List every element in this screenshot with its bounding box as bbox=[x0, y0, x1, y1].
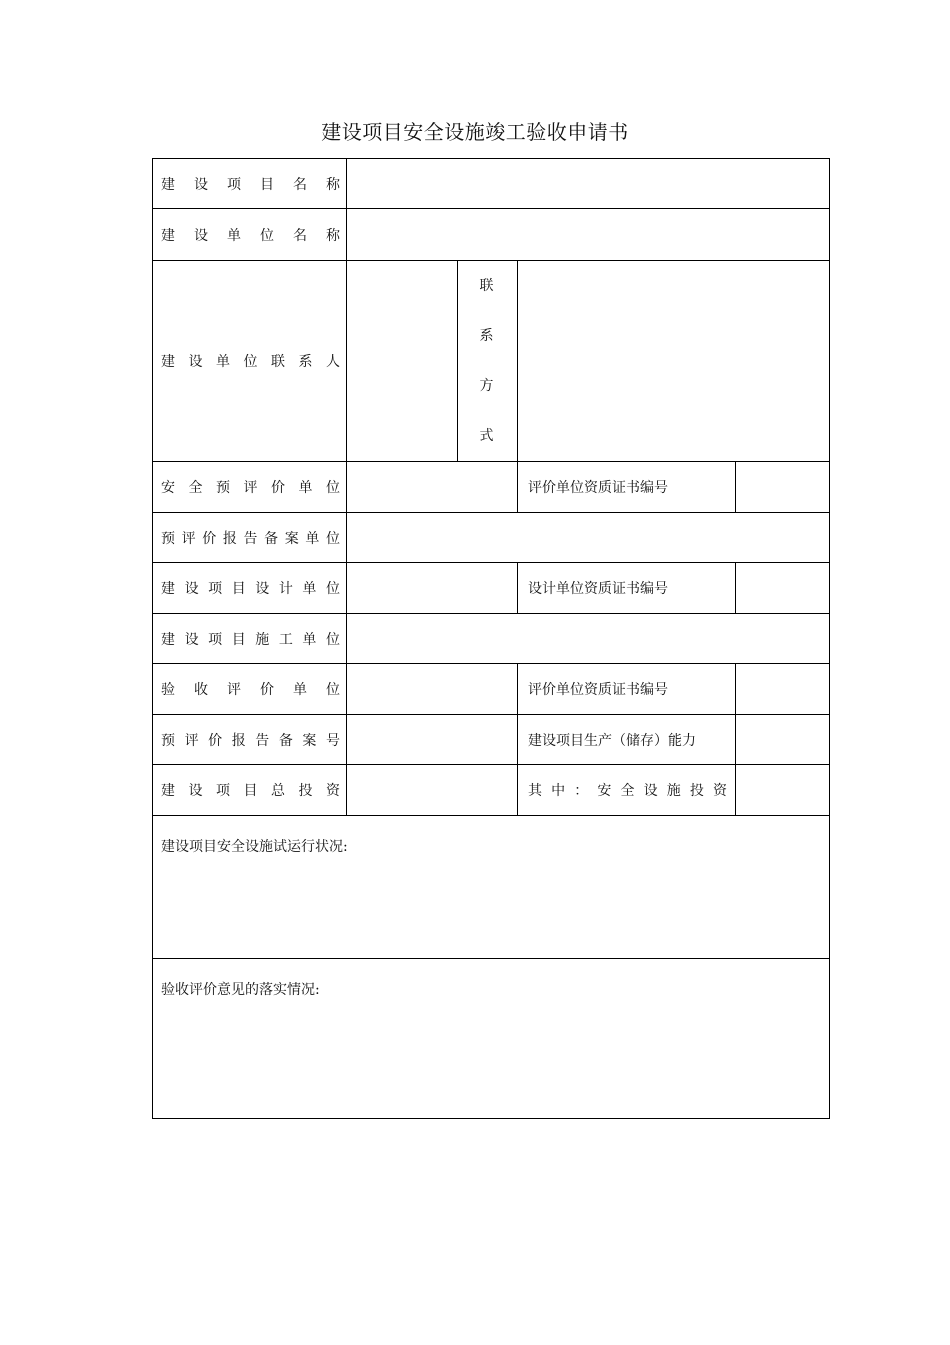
contact-method-label-line1: 联 系 bbox=[479, 278, 506, 344]
production-capacity-label: 建设项目生产（储存）能力 bbox=[518, 715, 736, 765]
design-unit-label: 建 设 项 目 设 计 单 位 bbox=[153, 563, 347, 614]
pre-eval-filing-no-label: 预 评 价 报 告 备 案 号 bbox=[153, 715, 347, 765]
safety-pre-eval-unit-label: 安 全 预 评 价 单 位 bbox=[153, 462, 347, 513]
construction-unit-label: 建 设 单 位 名 称 bbox=[153, 209, 347, 261]
row-contact-person bbox=[153, 261, 830, 462]
production-capacity-field[interactable] bbox=[736, 715, 830, 765]
project-name-field[interactable] bbox=[347, 159, 830, 209]
acceptance-opinion-section[interactable] bbox=[153, 959, 830, 1119]
pre-eval-filing-no-field[interactable] bbox=[347, 715, 518, 765]
acceptance-opinion-label: 验收评价意见的落实情况: bbox=[161, 982, 320, 998]
construction-contractor-field[interactable] bbox=[347, 614, 830, 664]
total-investment-label: 建 设 项 目 总 投 资 bbox=[153, 765, 347, 816]
row-construction-unit bbox=[153, 209, 830, 261]
pre-eval-filing-unit-field[interactable] bbox=[347, 513, 830, 563]
design-unit-field[interactable] bbox=[347, 563, 518, 614]
pre-eval-filing-unit-label: 预 评 价 报 告 备 案 单 位 bbox=[153, 513, 347, 563]
trial-operation-section[interactable] bbox=[153, 816, 830, 959]
design-cert-no-label: 设计单位资质证书编号 bbox=[518, 563, 736, 614]
trial-operation-label: 建设项目安全设施试运行状况: bbox=[161, 839, 348, 855]
row-design-unit bbox=[153, 563, 830, 614]
design-cert-no-field[interactable] bbox=[736, 563, 830, 614]
contact-method-label bbox=[458, 261, 518, 462]
contact-method-label-line2: 方 式 bbox=[479, 378, 506, 444]
acceptance-eval-cert-no-label: 评价单位资质证书编号 bbox=[518, 664, 736, 715]
contact-person-label: 建 设 单 位 联 系 人 bbox=[153, 261, 347, 462]
contact-person-field[interactable] bbox=[347, 261, 458, 462]
safety-pre-eval-unit-field[interactable] bbox=[347, 462, 518, 513]
total-investment-field[interactable] bbox=[347, 765, 518, 816]
acceptance-eval-cert-no-field[interactable] bbox=[736, 664, 830, 715]
row-pre-eval-filing-unit bbox=[153, 513, 830, 563]
construction-unit-field[interactable] bbox=[347, 209, 830, 261]
contact-method-field[interactable] bbox=[518, 261, 830, 462]
page-title: 建设项目安全设施竣工验收申请书 bbox=[321, 120, 629, 144]
row-acceptance-opinion bbox=[153, 959, 830, 1119]
row-construction-contractor bbox=[153, 614, 830, 664]
row-project-name bbox=[153, 159, 830, 209]
row-pre-eval-filing-no bbox=[153, 715, 830, 765]
row-total-investment bbox=[153, 765, 830, 816]
acceptance-eval-unit-field[interactable] bbox=[347, 664, 518, 715]
row-trial-operation bbox=[153, 816, 830, 959]
row-acceptance-eval-unit bbox=[153, 664, 830, 715]
eval-cert-no-field[interactable] bbox=[736, 462, 830, 513]
construction-contractor-label: 建 设 项 目 施 工 单 位 bbox=[153, 614, 347, 664]
row-safety-pre-eval-unit bbox=[153, 462, 830, 513]
eval-cert-no-label: 评价单位资质证书编号 bbox=[518, 462, 736, 513]
project-name-label: 建 设 项 目 名 称 bbox=[153, 159, 347, 209]
application-form-table bbox=[152, 158, 830, 1119]
safety-investment-field[interactable] bbox=[736, 765, 830, 816]
safety-investment-label: 其 中 ： 安 全 设 施 投 资 bbox=[518, 765, 736, 816]
acceptance-eval-unit-label: 验 收 评 价 单 位 bbox=[153, 664, 347, 715]
